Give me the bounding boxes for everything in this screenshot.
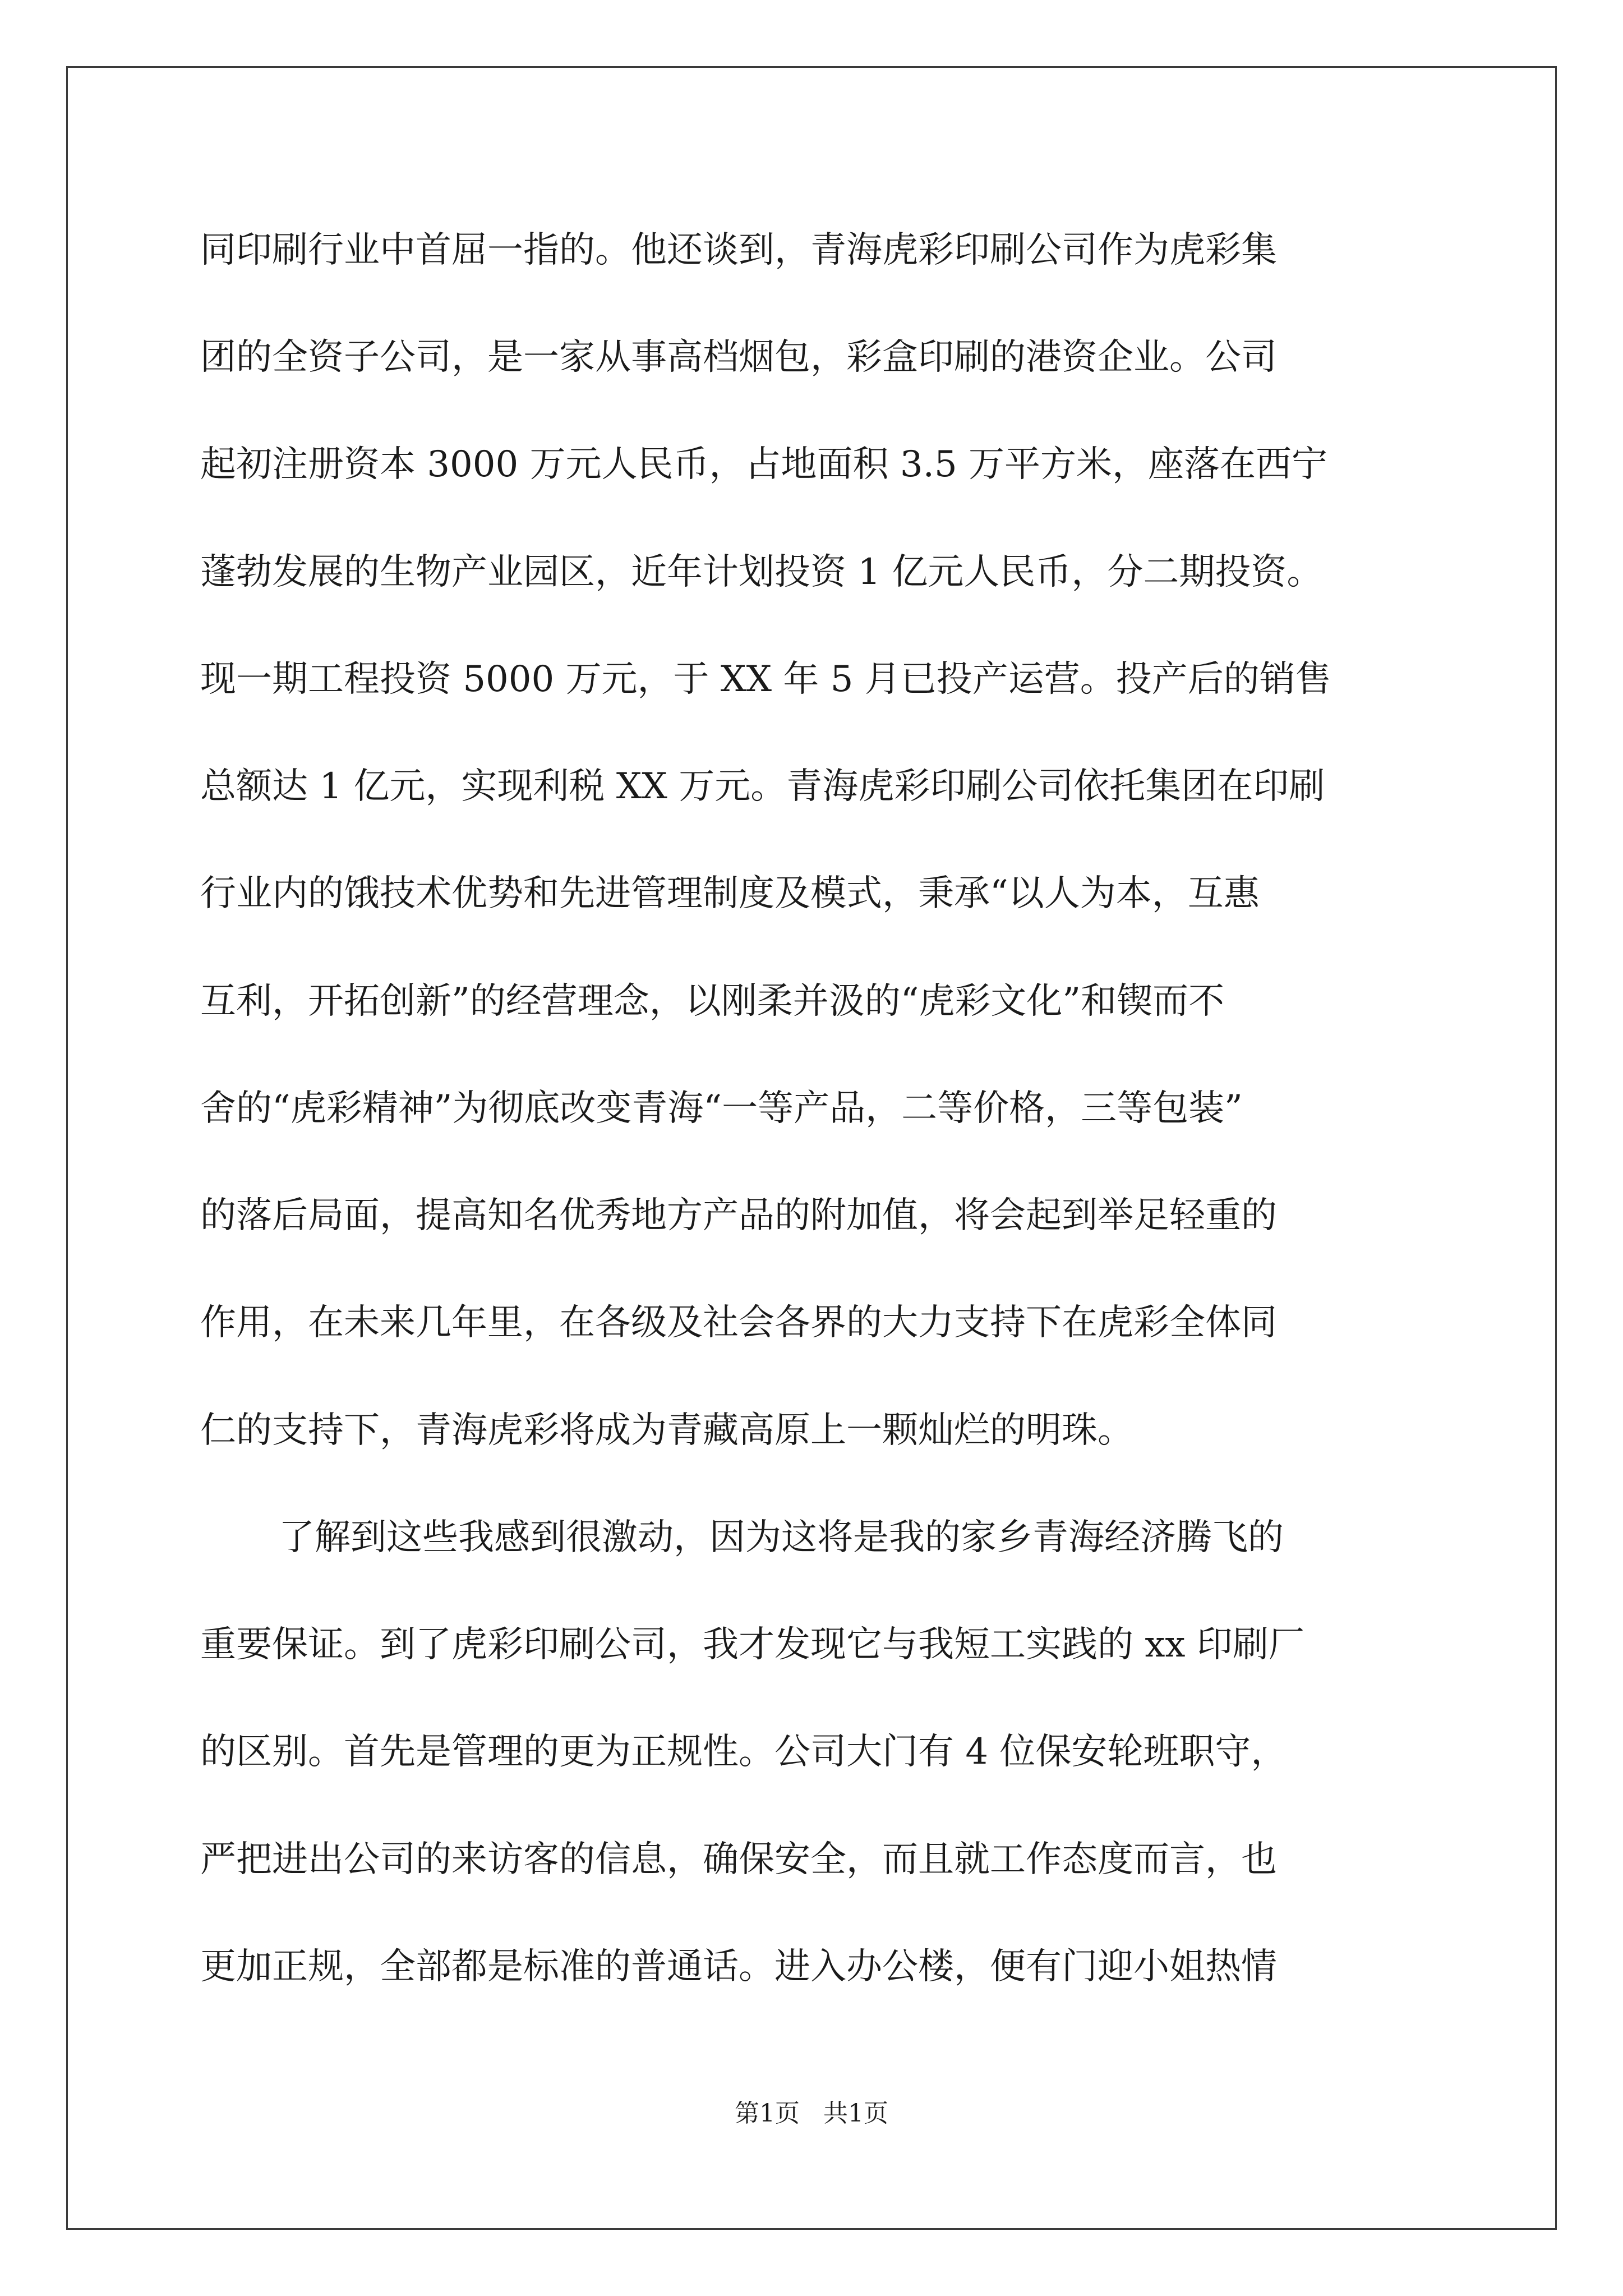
paragraph-line: 仁的支持下，青海虎彩将成为青藏高原上一颗灿烂的明珠。 [200,1410,1133,1451]
paragraph-line: 互利，开拓创新”的经营理念，以刚柔并汲的“虎彩文化”和锲而不 [200,981,1225,1022]
paragraph-line: 团的全资子公司，是一家从事高档烟包，彩盒印刷的港资企业。公司 [200,337,1277,378]
paragraph-line: 了解到这些我感到很激动，因为这将是我的家乡青海经济腾飞的 [279,1517,1284,1558]
paragraph-line: 行业内的饿技术优势和先进管理制度及模式，秉承“以人为本，互惠 [200,873,1260,914]
paragraph-line: 的区别。首先是管理的更为正规性。公司大门有 4 位保安轮班职守， [200,1731,1287,1773]
paragraph-line: 同印刷行业中首屈一指的。他还谈到，青海虎彩印刷公司作为虎彩集 [200,229,1277,271]
paragraph-line: 严把进出公司的来访客的信息，确保安全，而且就工作态度而言，也 [200,1839,1277,1880]
paragraph-line: 更加正规，全部都是标准的普通话。进入办公楼，便有门迎小姐热情 [200,1946,1277,1987]
paragraph-line: 作用，在未来几年里，在各级及社会各界的大力支持下在虎彩全体同 [200,1302,1277,1343]
paragraph-line: 舍的“虎彩精神”为彻底改变青海“一等产品，二等价格，三等包装” [200,1088,1243,1129]
paragraph-line: 蓬勃发展的生物产业园区，近年计划投资 1 亿元人民币，分二期投资。 [200,551,1323,593]
paragraph-line: 重要保证。到了虎彩印刷公司，我才发现它与我短工实践的 xx 印刷厂 [200,1624,1304,1665]
page-border [66,66,1557,2230]
paragraph-line: 现一期工程投资 5000 万元，于 XX 年 5 月已投产运营。投产后的销售 [200,659,1331,700]
page-footer: 第1页 共1页 [735,2099,888,2128]
paragraph-line: 的落后局面，提高知名优秀地方产品的附加值，将会起到举足轻重的 [200,1195,1277,1236]
paragraph-line: 总额达 1 亿元，实现利税 XX 万元。青海虎彩印刷公司依托集团在印刷 [200,766,1325,807]
paragraph-line: 起初注册资本 3000 万元人民币，占地面积 3.5 万平方米，座落在西宁 [200,444,1328,485]
